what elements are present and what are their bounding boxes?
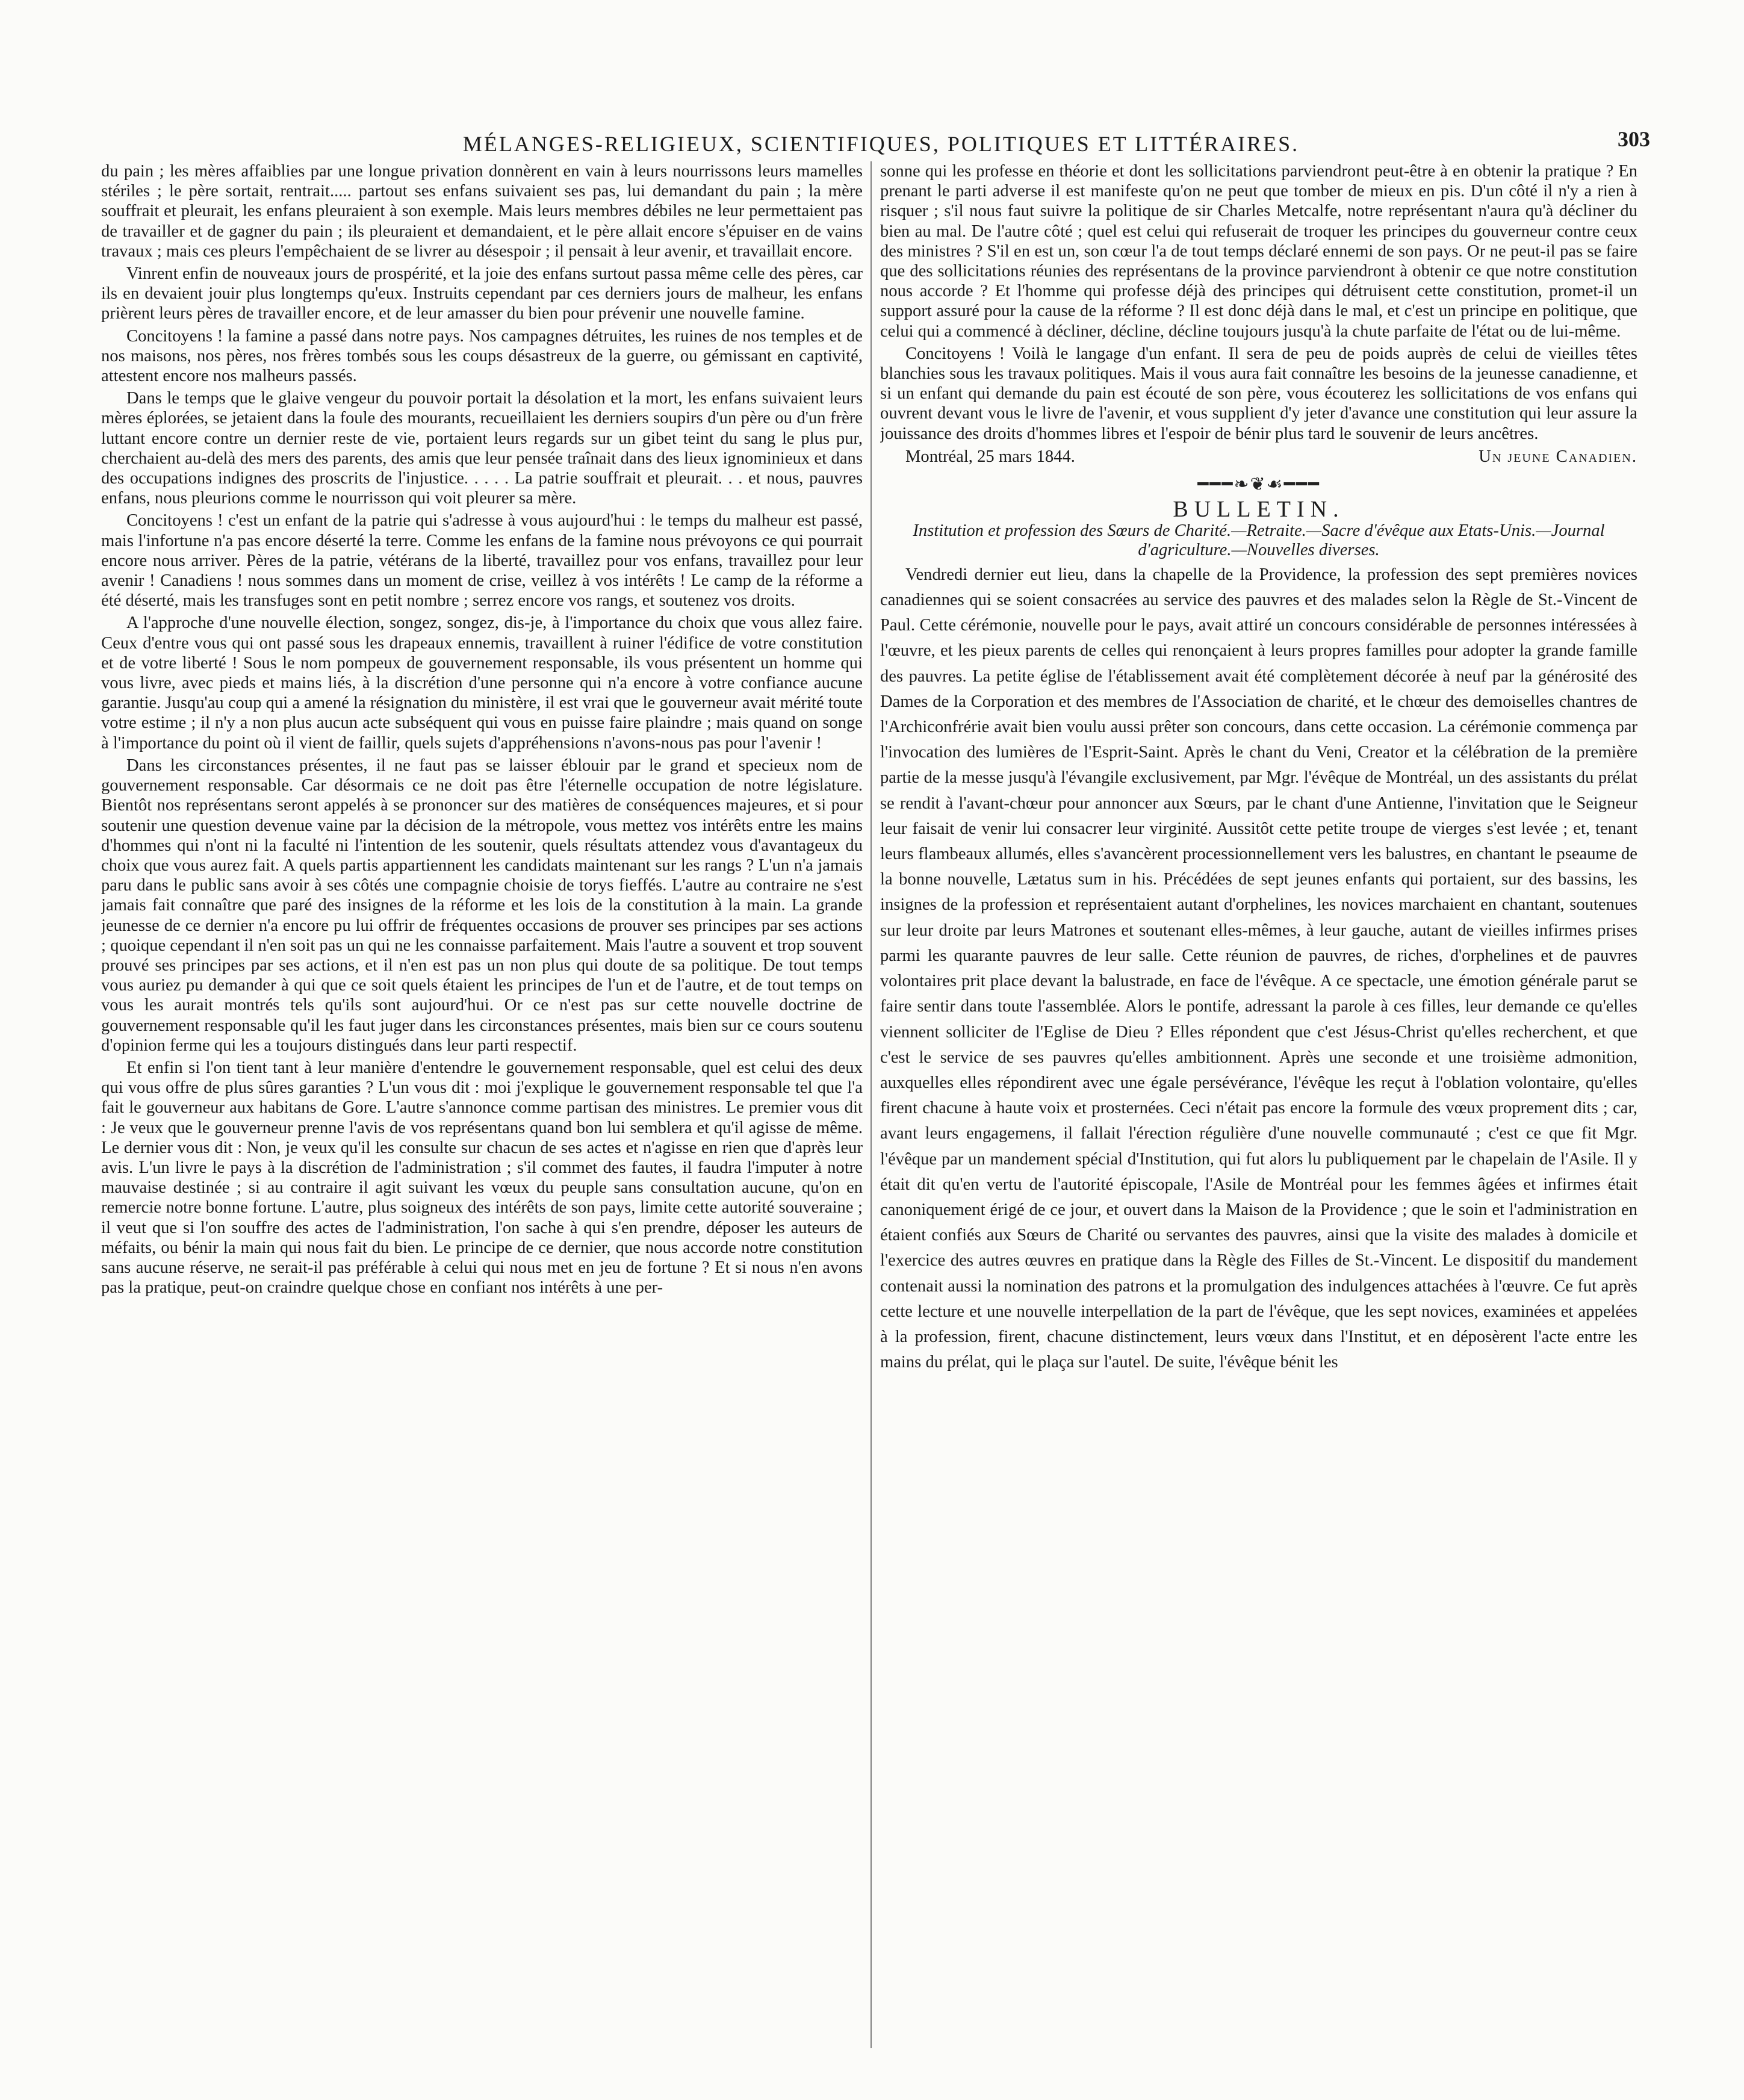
article-paragraph: Et enfin si l'on tient tant à leur manière d'entendre le gouvernement responsable, quel est celui des deux qui vous offre de plus sûres garanties ? L'un vous dit : moi j'explique le gouvernement responsable tel que l'a fait le gouverneur aux habitans de Gore. L'autre s'annonce comme partisan des ministres. Le premier vous dit : Je veux que le gouverneur prenne l'avis de vos représentans quand bon lui semblera et qu'il agisse de même. Le dernier vous dit : Non, je veux qu'il les consulte sur chacun de ses actes et n'agisse en rien que d'après leur avis. L'un livre le pays à la discrétion de l'administration ; s'il commet des fautes, il faudra l'imputer à notre mauvaise destinée ; si au contraire il agit suivant les vœux du peuple sans consultation aucune, qu'on en remercie notre bonne fortune. L'autre, plus soigneux des intérêts de son pays, limite cette autorité souveraine ; il veut que si l'on souffre des actes de l'administration, l'on sache à qui s'en prendre, déposer les auteurs de méfaits, ou bénir la main qui nous fait du bien. Le principe de ce dernier, que nous accorde notre constitution sans aucune réserve, ne serait-il pas préférable à celui qui nous met en jeu de fortune ? Et si nous n'en avons pas la pratique, peut-on craindre quelque chose en confiant nos intérêts à une per- xyxy=(101,1058,863,1297)
running-title: MÉLANGES-RELIGIEUX, SCIENTIFIQUES, POLITIQUES ET LITTÉRAIRES. xyxy=(462,132,1300,156)
article-paragraph: Concitoyens ! Voilà le langage d'un enfant. Il sera de peu de poids auprès de celui de vieilles têtes blanchies sous les travaux politiques. Mais il vous aura fait connaître les besoins de la jeunesse canadienne, et si un enfant qui demande du pain est écouté de son père, vous écouterez les sollicitations de vos enfans qui ouvrent devant vous le livre de l'avenir, et vous supplient d'y jeter d'avance une constitution qui leur assure la jouissance des droits d'hommes libres et l'espoir de bénir plus tard le souvenir de leurs ancêtres. xyxy=(880,344,1637,443)
article-paragraph: Concitoyens ! la famine a passé dans notre pays. Nos campagnes détruites, les ruines de nos temples et de nos maisons, nos pères, nos frères tombés sous les coups désastreux de la guerre, ou gémissant en captivité, attestent encore nos malheurs passés. xyxy=(101,326,863,386)
article-paragraph: sonne qui les professe en théorie et dont les sollicitations parviendront peut-être à en obtenir la pratique ? En prenant le parti adverse il est manifeste qu'on ne peut que tomber de mieux en pis. D'un côté il n'y a rien à risquer ; s'il nous faut suivre la politique de sir Charles Metcalfe, notre représentant n'aura qu'à décliner du bien au mal. De l'autre côté ; quel est celui qui refuserait de troquer les principes du gouverneur contre ceux des ministres ? S'il en est un, son cœur l'a de tout temps déclaré ennemi de son pays. Or ne peut-il pas se faire que des sollicitations réunies des représentans de la province parviendront à obtenir ce que notre constitution nous accorde ? Et l'homme qui professe déjà des principes qui détruisent cette constitution, promet-il un support assuré pour la cause de la réforme ? Il est donc déjà dans le mal, et c'est un principe en politique, que celui qui a commencé à décliner, décline, décline toujours jusqu'à la chute parfaite de l'état ou de lui-même. xyxy=(880,162,1637,341)
article-paragraph: Dans les circonstances présentes, il ne faut pas se laisser éblouir par le grand et specieux nom de gouvernement responsable. Car désormais ce ne doit pas être l'éternelle occupation de notre législature. Bientôt nos représentans seront appelés à se prononcer sur des matières de conséquences majeures, et si pour soutenir une question devenue vaine par la décision de la métropole, vous mettez vos intérêts entre les mains d'hommes qui n'ont ni la faculté ni l'intention de les soutenir, quels résultats attendez vous d'avantageux du choix que vous aurez fait. A quels partis appartiennent les candidats maintenant sur les rangs ? L'un n'a jamais paru dans le public sans avoir à ses côtés une compagnie choisie de torys fieffés. L'autre au contraire ne s'est jamais fait connaître que paré des insignes de la réforme et les lois de la constitution à la main. La grande jeunesse de ce dernier n'a encore pu lui offrir de fréquentes occasions de prouver ses principes par ses actions ; quoique cependant il n'en soit pas un qui ne les connaisse parfaitement. Mais l'autre a souvent et trop souvent prouvé ses principes par ses actions, et il n'en est pas un non plus qui doute de sa politique. De tout temps vous auriez pu demander à qui que ce soit quels étaient les principes de l'un et de l'autre, et de tout temps on vous les aurait montrés tels qu'ils sont aujourd'hui. Or ce n'est pas sur cette nouvelle doctrine de gouvernement responsable qu'il les faut juger dans les circonstances présentes, mais bien sur ce cours soutenu d'opinion ferme qui les a toujours distingués dans leur parti respectif. xyxy=(101,756,863,1055)
bulletin-body xyxy=(880,562,1637,1376)
signature-author: Un jeune Canadien. xyxy=(1479,447,1637,466)
bulletin-paragraph: Vendredi dernier eut lieu, dans la chapelle de la Providence, la profession des sept premières novices canadiennes qui se soient consacrées au service des pauvres et des malades selon la Règle de St.-Vincent de Paul. Cette cérémonie, nouvelle pour le pays, avait attiré un concours considérable de personnes intéressées à l'œuvre, et les pieux parents de celles qui renonçaient à leurs propres familles pour adopter la grande famille des pauvres. La petite église de l'établissement avait été complètement décorée à neuf par la générosité des Dames de la Corporation et des membres de l'Association de charité, et le chœur des demoiselles chantres de l'Archiconfrérie avait bien voulu aussi prêter son concours, dans cette occasion. La cérémonie commença par l'invocation des lumières de l'Esprit-Saint. Après le chant du Veni, Creator et la célébration de la première partie de la messe jusqu'à l'évangile exclusivement, par Mgr. l'évêque de Montréal, un des assistants du prélat se rendit à l'avant-chœur pour annoncer aux Sœurs, par le chant d'une Antienne, l'invitation que le Seigneur leur faisait de venir lui consacrer leur virginité. Aussitôt cette petite troupe de vierges s'est levée ; et, tenant leurs flambeaux allumés, elles s'avancèrent processionnellement vers les balustres, en chantant le pseaume de la bonne nouvelle, Lætatus sum in his. Précédées de sept jeunes enfants qui portaient, sur des bassins, les insignes de la profession et représentaient autant d'orphelines, les novices marchaient en chantant, soutenues sur leur droite par leurs Matrones et soutenant elles-mêmes, à leur gauche, autant de vieilles infirmes prises parmi les quarante pauvres de leur salle. Cette réunion de pauvres, de riches, d'orphelines et de pauvres volontaires prit place devant la balustrade, en face de l'évêque. A ce spectacle, une émotion générale parut se faire sentir dans toute l'assemblée. Alors le pontife, adressant la parole à ces filles, leur demande ce qu'elles viennent solliciter de l'Eglise de Dieu ? Elles répondent que c'est Jésus-Christ qu'elles recherchent, et que c'est le service de ses pauvres qu'elles ambitionnent. Après une seconde et une troisième admonition, auxquelles elles répondirent avec une égale persévérance, l'évêque les reçut à l'oblation volontaire, qu'elles firent chacune à haute voix et prosternées. Ceci n'était pas encore la formule des vœux proprement dits ; car, avant leurs engagemens, il fallait l'érection régulière d'une nouvelle communauté ; c'est ce que fit Mgr. l'évêque par un mandement spécial d'Institution, qui fut alors lu publiquement par le chapelain de l'Asile. Il y était dit qu'en vertu de l'autorité épiscopale, l'Asile de Montréal pour les femmes âgées et infirmes était canoniquement érigé de ce jour, et ouvert dans la Maison de la Providence ; que le soin et l'administration en étaient confiés aux Sœurs de Charité ou servantes des pauvres, ainsi que la visite des malades à domicile et l'exercice des autres œuvres en pratique dans la Règle des Filles de St.-Vincent. Le dispositif du mandement contenait aussi la nomination des patrons et la promulgation des indulgences attachées à l'œuvre. Ce fut après cette lecture et une nouvelle interpellation de la part de l'évêque, que les sept novices, examinées et appelées à la profession, firent, chacune distinctement, leurs vœux dans l'Institut, et en déposèrent l'acte entre les mains du prélat, qui le plaça sur l'autel. De suite, l'évêque bénit les xyxy=(880,565,1637,1372)
article-paragraph: Vinrent enfin de nouveaux jours de prospérité, et la joie des enfans surtout passa même celle des pères, car ils en devaient jouir plus longtemps qu'eux. Instruits cependant par ces derniers jours de malheur, les enfans prièrent leurs pères de travailler encore, et de leur amasser du bien pour prévenir une nouvelle famine. xyxy=(101,264,863,323)
bulletin-subtitle: Institution et profession des Sœurs de Charité.—Retraite.—Sacre d'évêque aux Etats-Unis.—Journal d'agriculture.—Nouvelles diverses. xyxy=(913,521,1605,559)
article-paragraph: Concitoyens ! c'est un enfant de la patrie qui s'adresse à vous aujourd'hui : le temps du malheur est passé, mais l'infortune n'a pas encore déserté la terre. Comme les enfans de la famine nous prévoyons ce qui pourrait encore nous arriver. Pères de la patrie, vétérans de la liberté, travaillez pour vos enfans, travaillez pour leur avenir ! Canadiens ! nous sommes dans un moment de crise, veillez à vos intérêts ! Le camp de la réforme a été déserté, mais les transfuges sont en petit nombre ; serrez encore vos rangs, et soutenez vos droits. xyxy=(101,511,863,610)
article-signature xyxy=(880,446,1637,468)
left-column xyxy=(101,161,863,2052)
page-number: 303 xyxy=(1618,127,1650,151)
bulletin-heading: BULLETIN. xyxy=(1173,496,1345,522)
signature-place-date: Montréal, 25 mars 1844. xyxy=(905,447,1075,466)
article-paragraph: du pain ; les mères affaiblies par une longue privation donnèrent en vain à leurs nourrissons leurs mamelles stériles ; le père sortait, rentrait..... partout ses enfans suivaient ses pas, lui demandant du pain ; la mère souffrait et pleurait, les enfans pleuraient à son exemple. Mais leurs membres débiles ne leur permettaient pas de travailler et de gagner du pain ; ils pleuraient et demandaient, et le père allait encore s'épuiser en de vains travaux ; mais ces pleurs l'empêchaient de se livrer au désespoir ; il pensait à leur avenir, et travaillait encore. xyxy=(101,162,863,261)
ornament-divider: ━━━❧❦☙━━━ xyxy=(1197,474,1320,494)
column-divider xyxy=(870,161,872,2048)
article-paragraph: A l'approche d'une nouvelle élection, songez, songez, dis-je, à l'importance du choix que vous allez faire. Ceux d'entre vous qui ont passé sous les drapeaux ennemis, travaillent à ruiner l'édifice de votre constitution et de votre liberté ! Sous le nom pompeux de gouvernement responsable, ils vous présentent un homme qui vous livre, avec pieds et mains liés, à la discrétion d'une personne qui n'a encore à votre confiance aucune garantie. Jusqu'au coup qui a amené la résignation du ministère, il est vrai que le gouverneur avait mérité toute votre estime ; il n'y a non plus aucun acte subséquent qui vous en puisse faire plaindre ; mais quand on songe à l'importance du point où il vient de faillir, quels sujets d'appréhensions n'avons-nous pas pour l'avenir ! xyxy=(101,614,863,753)
page-header xyxy=(90,118,1672,157)
right-column xyxy=(880,161,1637,2052)
article-paragraph: Dans le temps que le glaive vengeur du pouvoir portait la désolation et la mort, les enfans suivaient leurs mères éplorées, se jetaient dans la foule des mourants, recueillaient les derniers soupirs d'un père ou d'un frère luttant encore contre un dernier reste de vie, portaient leurs regards sur un gibet teint du sang le plus pur, cherchaient au-delà des mers des parents, des amis que leur pensée traînait dans des lieux ignominieux et dans des occupations indignes des proscrits de l'injustice. . . . . La patrie souffrait et pleurait. . . et nous, pauvres enfans, nous pleurions comme le nourrisson qui voit pleurer sa mère. xyxy=(101,389,863,508)
